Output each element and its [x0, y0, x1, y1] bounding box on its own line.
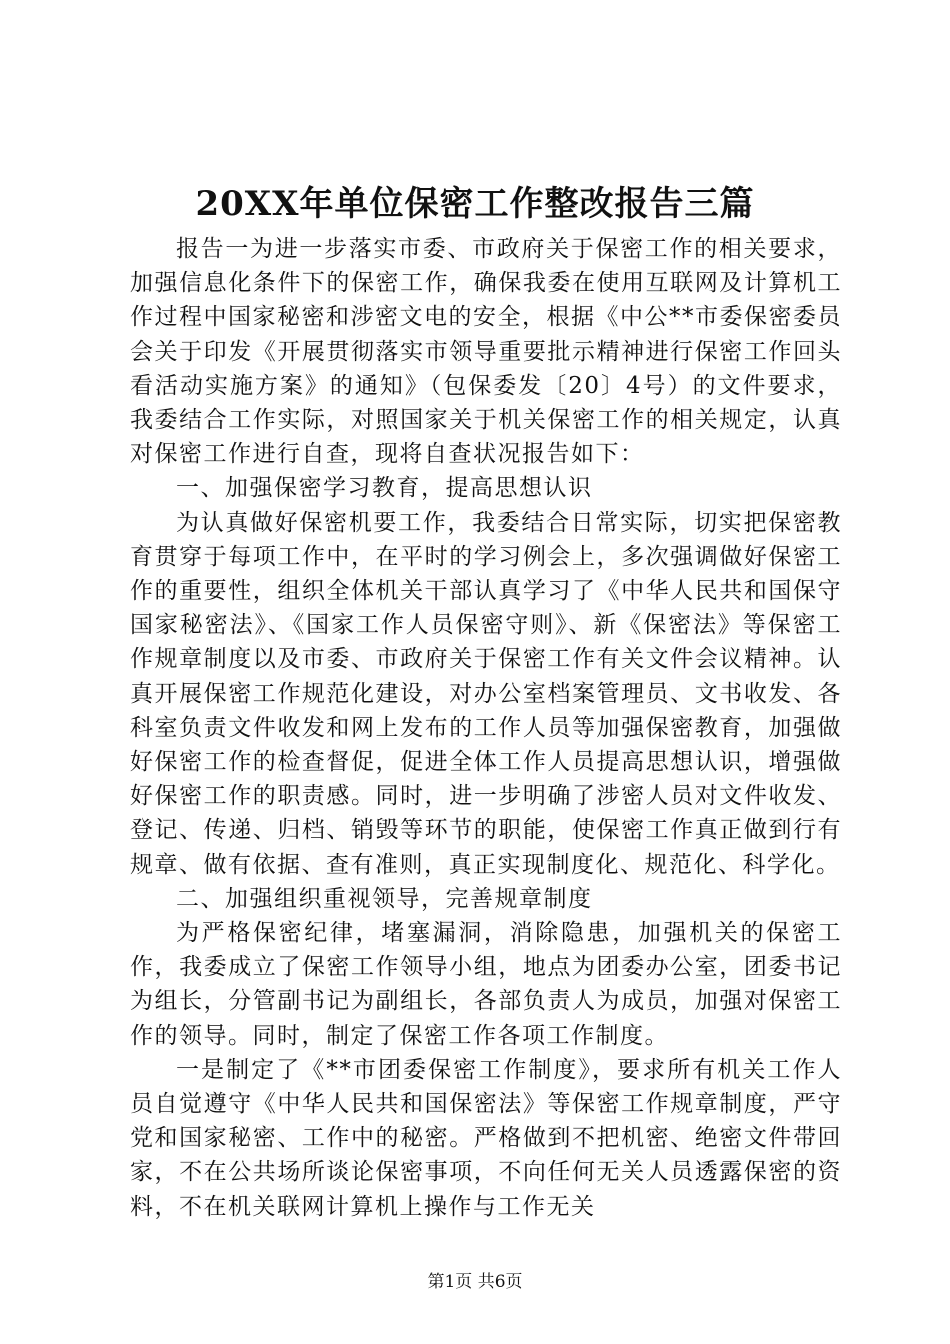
section-heading-2: 二、加强组织重视领导，完善规章制度: [176, 885, 593, 912]
page-footer: 第1页 共6页: [427, 1272, 523, 1292]
paragraph-intro: 报告一为进一步落实市委、市政府关于保密工作的相关要求，加强信息化条件下的保密工作，确保我委在使用互联网及计算机工作过程中国家秘密和涉密文电的安全，根据《中公**市委保密委员会关于印发《开展贯彻落实市领导重要批示精神进行保密工作回头看活动实施方案》的通知》（包保委发〔20〕4号）的文件要求，我委结合工作实际，对照国家关于机关保密工作的相关规定，认真对保密工作进行自查，现将自查状况报告如下：: [130, 236, 842, 468]
paragraph-section-1: 为认真做好保密机要工作，我委结合日常实际，切实把保密教育贯穿于每项工作中，在平时的学习例会上，多次强调做好保密工作的重要性，组织全体机关干部认真学习了《中华人民共和国保守国家秘密法》、《国家工作人员保密守则》、新《保密法》等保密工作规章制度以及市委、市政府关于保密工作有关文件会议精神。认真开展保密工作规范化建设，对办公室档案管理员、文书收发、各科室负责文件收发和网上发布的工作人员等加强保密教育，加强做好保密工作的检查督促，促进全体工作人员提高思想认识，增强做好保密工作的职责感。同时，进一步明确了涉密人员对文件收发、登记、传递、归档、销毁等环节的职能，使保密工作真正做到行有规章、做有依据、查有准则，真正实现制度化、规范化、科学化。: [130, 509, 842, 878]
document-body: [130, 232, 842, 1224]
paragraph-section-2-item-1: 一是制定了《**市团委保密工作制度》，要求所有机关工作人员自觉遵守《中华人民共和国保密法》等保密工作规章制度，严守党和国家秘密、工作中的秘密。严格做到不把机密、绝密文件带回家，不在公共场所谈论保密事项，不向任何无关人员透露保密的资料，不在机关联网计算机上操作与工作无关: [130, 1056, 842, 1220]
document-title: 20XX年单位保密工作整改报告三篇: [195, 184, 755, 224]
section-heading-1: 一、加强保密学习教育，提高思想认识: [176, 475, 593, 502]
paragraph-section-2: 为严格保密纪律，堵塞漏洞，消除隐患，加强机关的保密工作，我委成立了保密工作领导小组，地点为团委办公室，团委书记为组长，分管副书记为副组长，各部负责人为成员，加强对保密工作的领导。同时，制定了保密工作各项工作制度。: [130, 920, 842, 1049]
